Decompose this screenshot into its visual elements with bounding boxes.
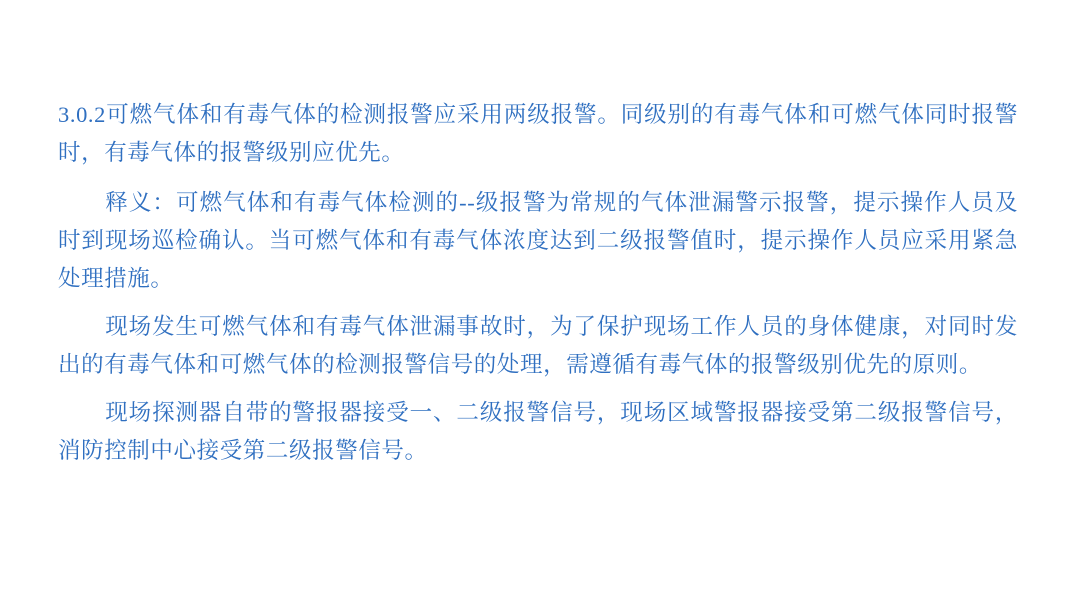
document-body: [58, 96, 1018, 470]
explanation-paragraph-2: 现场发生可燃气体和有毒气体泄漏事故时，为了保护现场工作人员的身体健康，对同时发出的有毒气体和可燃气体的检测报警信号的处理，需遵循有毒气体的报警级别优先的原则。: [58, 314, 1018, 377]
explanation-paragraph-3: 现场探测器自带的警报器接受一、二级报警信号，现场区域警报器接受第二级报警信号，消防控制中心接受第二级报警信号。: [58, 400, 1018, 463]
explanation-paragraph-1: 释义：可燃气体和有毒气体检测的--级报警为常规的气体泄漏警示报警，提示操作人员及时到现场巡检确认。当可燃气体和有毒气体浓度达到二级报警值时，提示操作人员应采用紧急处理措施。: [58, 190, 1018, 291]
clause-paragraph-3-0-2: 3.0.2可燃气体和有毒气体的检测报警应采用两级报警。同级别的有毒气体和可燃气体同时报警时，有毒气体的报警级别应优先。: [58, 102, 1018, 165]
